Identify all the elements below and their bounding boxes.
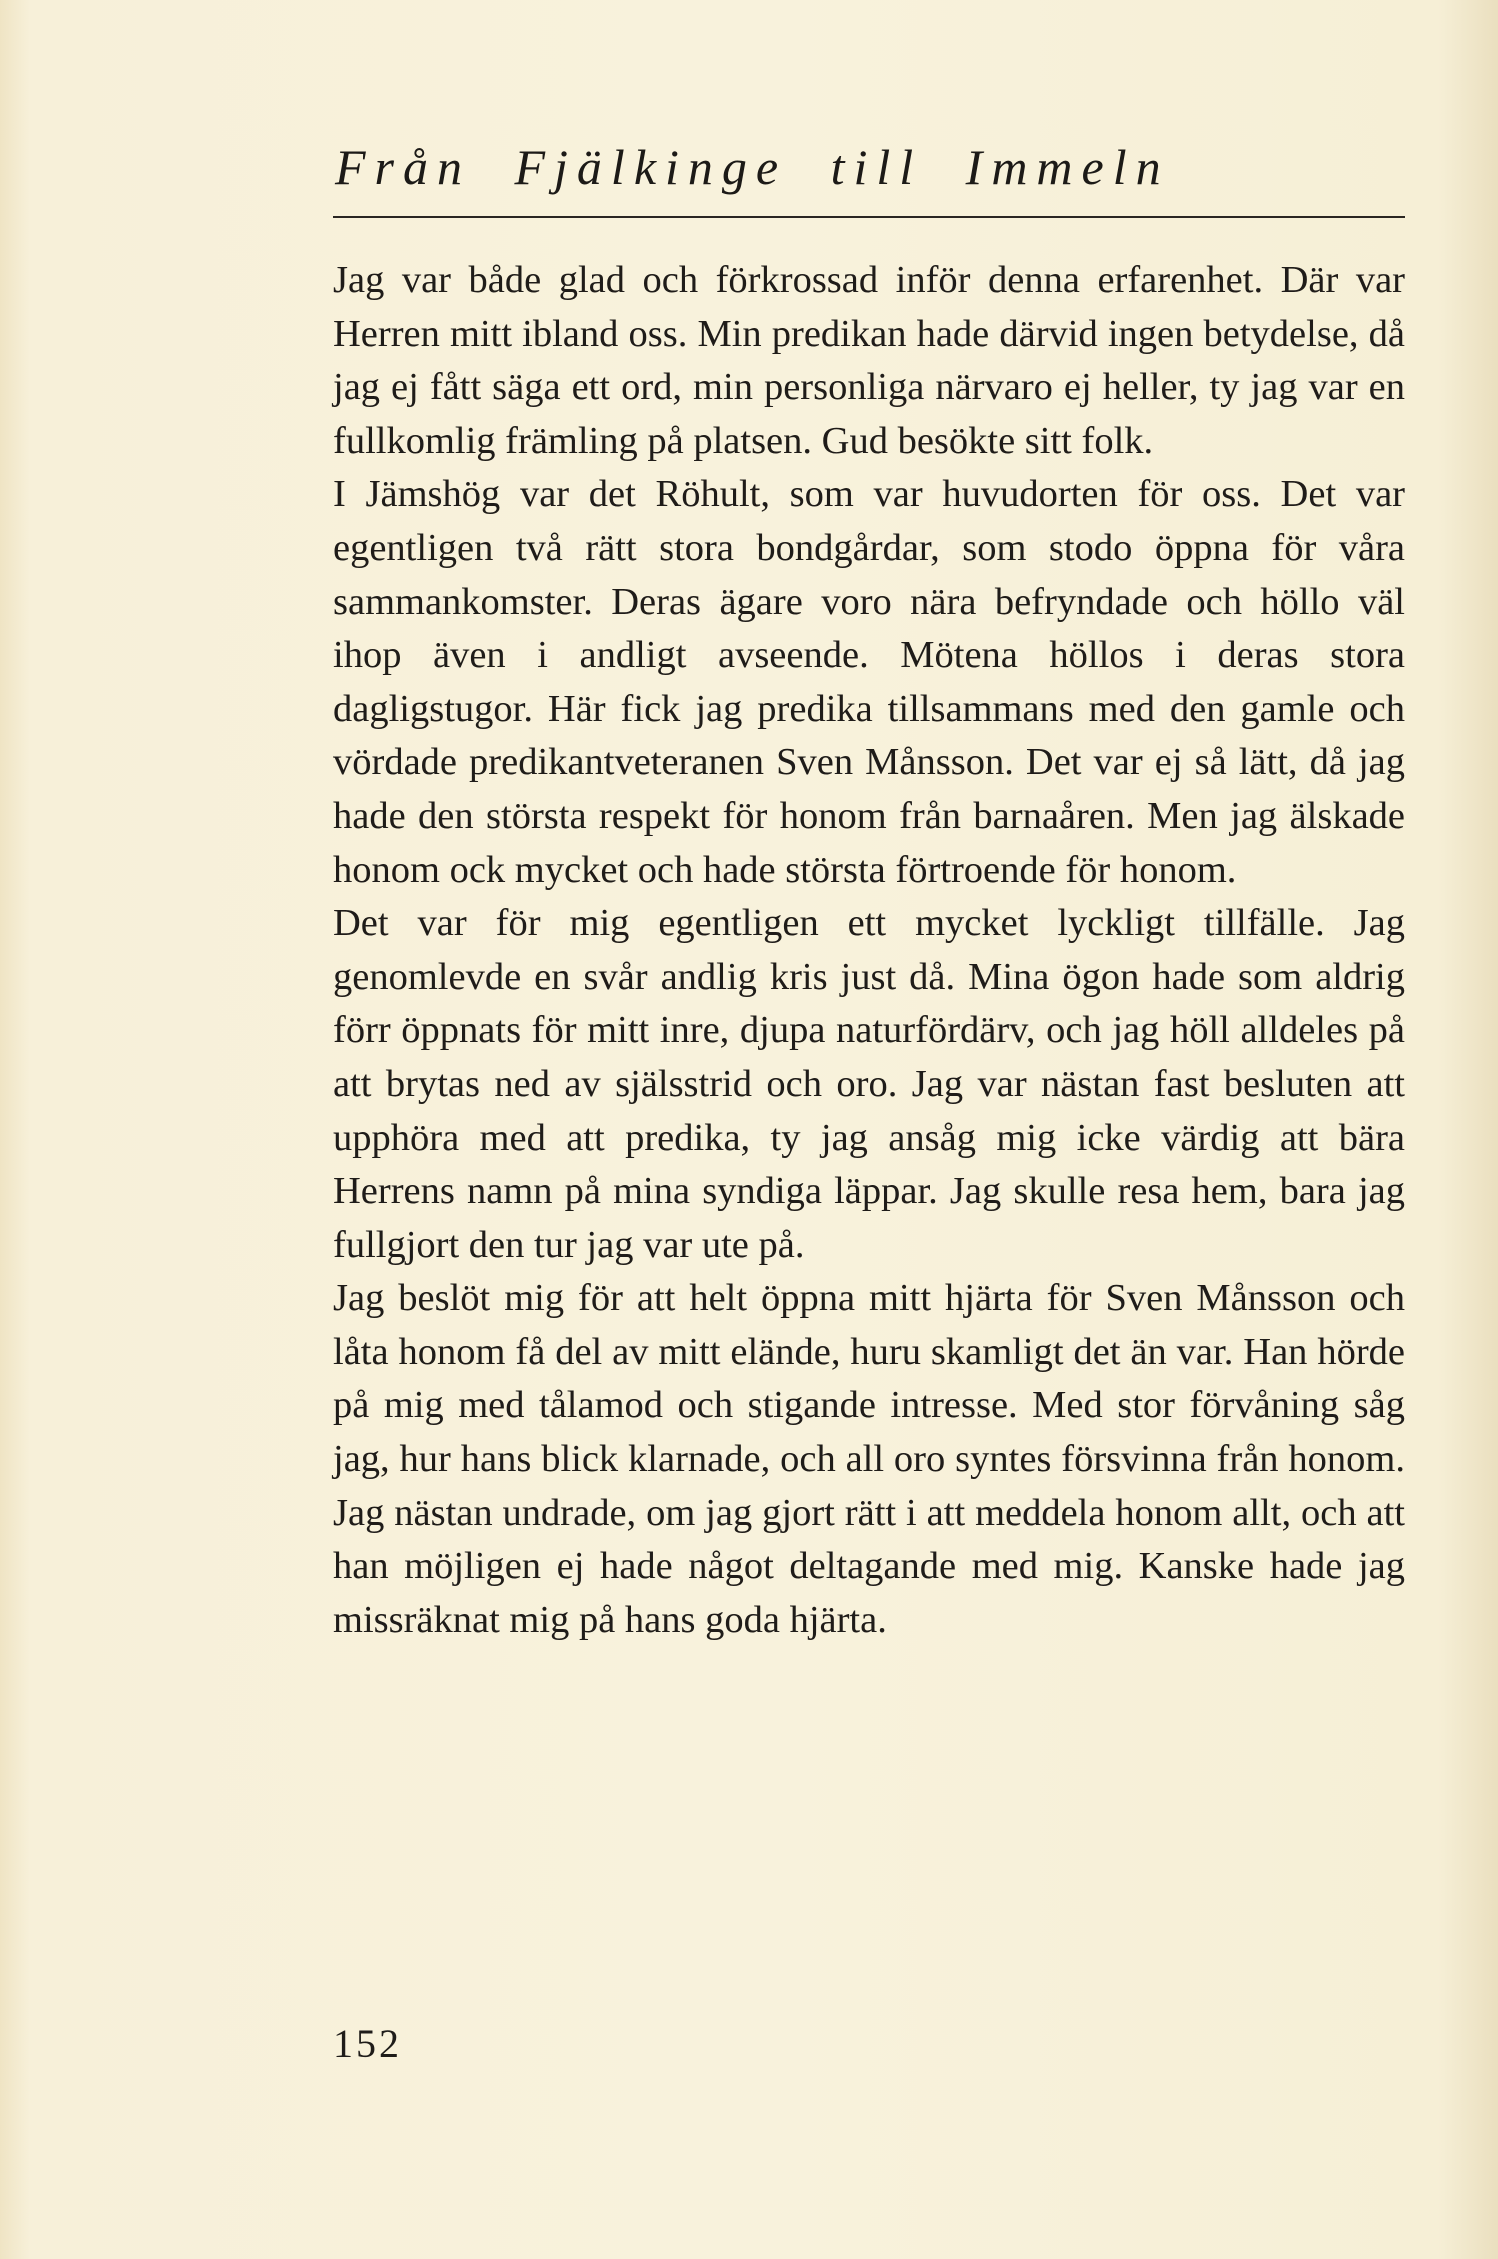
header-rule xyxy=(333,216,1405,218)
paragraph: Jag beslöt mig för att helt öppna mitt hjärta för Sven Månsson och låta honom få del av mitt elände, huru skamligt det än var. Han hörde på mig med tålamod och stigande intresse. Med stor förvåning såg jag, hur hans blick klarnade, och all oro syntes försvinna från honom. Jag nästan undrade, om jag gjort rätt i att meddela honom allt, och att han möjligen ej hade något deltagande med mig. Kanske hade jag missräknat mig på hans goda hjärta. xyxy=(333,1277,1405,1641)
running-head: Från Fjälkinge till Immeln xyxy=(335,139,1170,195)
page-number: 152 xyxy=(333,2021,402,2066)
paragraph: Det var för mig egentligen ett mycket lyckligt tillfälle. Jag genomlevde en svår andlig kris just då. Mina ögon hade som aldrig förr öppnats för mitt inre, djupa naturfördärv, och jag höll alldeles på att brytas ned av själsstrid och oro. Jag var nästan fast besluten att upphöra med att predika, ty jag ansåg mig icke värdig att bära Herrens namn på mina syndiga läppar. Jag skulle resa hem, bara jag fullgjort den tur jag var ute på. xyxy=(333,902,1405,1266)
paragraph: Jag var både glad och förkrossad inför denna erfarenhet. Där var Herren mitt ibland oss. Min predikan hade därvid ingen betydelse, då jag ej fått säga ett ord, min personliga närvaro ej heller, ty jag var en fullkomlig främling på platsen. Gud besökte sitt folk. xyxy=(333,259,1405,462)
body-text xyxy=(333,254,1405,1647)
paragraph: I Jämshög var det Röhult, som var huvudorten för oss. Det var egentligen två rätt stora bondgårdar, som stodo öppna för våra sammankomster. Deras ägare voro nära befryndade och höllo väl ihop även i andligt avseende. Mötena höllos i deras stora dagligstugor. Här fick jag predika tillsammans med den gamle och vördade predikantveteranen Sven Månsson. Det var ej så lätt, då jag hade den största respekt för honom från barnaåren. Men jag älskade honom ock mycket och hade största förtroende för honom. xyxy=(333,473,1405,891)
